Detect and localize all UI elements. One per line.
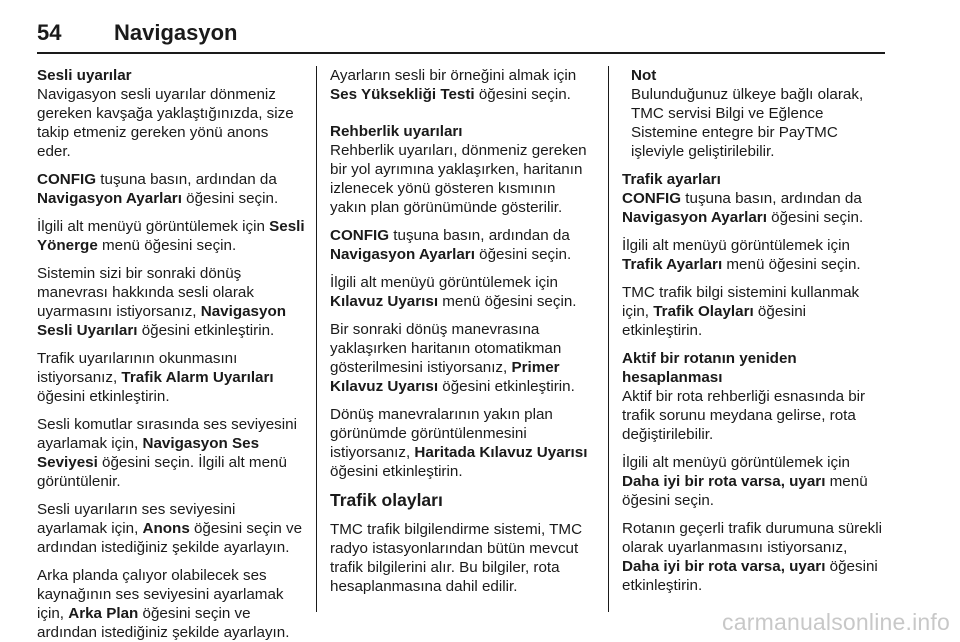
paragraph: Bir sonraki dönüş manevrasına yaklaşırken haritanın otomatikman gösterilmesini istiyorsanız, Primer Kılavuz Uyarısı öğesini etkinleştirin.: [330, 321, 575, 395]
column-3: [622, 66, 888, 595]
paragraph: TMC trafik bilgi sistemini kullanmak için, Trafik Olayları öğesini etkinleştirin.: [622, 284, 860, 339]
paragraph: Trafik uyarılarının okunmasını istiyorsanız, Trafik Alarm Uyarıları öğesini etkinleştirin.: [37, 350, 274, 405]
page-header: [37, 20, 885, 50]
note-box: [622, 66, 888, 161]
section-heading-aktif-rota: Aktif bir rotanın yeniden hesaplanması: [622, 350, 797, 386]
paragraph: İlgili alt menüyü görüntülemek için Trafik Ayarları menü öğesini seçin.: [622, 237, 861, 273]
section-heading-rehberlik: Rehberlik uyarıları: [330, 123, 463, 140]
paragraph: Sesli uyarıların ses seviyesini ayarlamak için, Anons öğesini seçin ve ardından istediğiniz şekilde ayarlayın.: [37, 501, 303, 556]
column-divider-1: [316, 66, 317, 612]
watermark: carmanualsonline.info: [722, 609, 950, 635]
paragraph: Rotanın geçerli trafik durumuna sürekli olarak uyarlanmasını istiyorsanız, Daha iyi bir rota varsa, uyarı öğesini etkinleştirin.: [622, 520, 882, 594]
column-1: [37, 66, 305, 642]
paragraph: Arka planda çalıyor olabilecek ses kaynağının ses seviyesini ayarlamak için, Arka Plan öğesini seçin ve ardından istediğiniz şekilde ayarlayın.: [37, 567, 290, 641]
paragraph: Aktif bir rota rehberliği esnasında bir trafik sorunu meydana gelirse, rota değiştirilebilir.: [622, 388, 866, 443]
note-title: Not: [631, 67, 657, 84]
paragraph: İlgili alt menüyü görüntülemek için Kılavuz Uyarısı menü öğesini seçin.: [330, 274, 577, 310]
section-heading-trafik-ayarlari: Trafik ayarları: [622, 171, 721, 188]
section-heading-sesli-uyarilar: Sesli uyarılar: [37, 67, 132, 84]
paragraph: İlgili alt menüyü görüntülemek için Daha iyi bir rota varsa, uyarı menü öğesini seçin.: [622, 454, 868, 509]
paragraph: TMC trafik bilgilendirme sistemi, TMC radyo istasyonlarından bütün mevcut trafik bilgilerini alır. Bu bilgiler, rota hesaplanmasına dahil edilir.: [330, 521, 583, 595]
column-divider-2: [608, 66, 609, 612]
paragraph: CONFIG tuşuna basın, ardından da Navigasyon Ayarları öğesini seçin.: [37, 171, 279, 207]
section-heading-trafik-olaylari: Trafik olayları: [330, 490, 443, 510]
page-number: 54: [37, 20, 62, 45]
paragraph: Dönüş manevralarının yakın plan görünümde görüntülenmesini istiyorsanız, Haritada Kılavuz Uyarısı öğesini etkinleştirin.: [330, 406, 588, 480]
paragraph: Sistemin sizi bir sonraki dönüş manevrası hakkında sesli olarak uyarmasını istiyorsanız, Navigasyon Sesli Uyarıları öğesini etkinleştirin.: [37, 265, 287, 339]
paragraph: Navigasyon sesli uyarılar dönmeniz gereken kavşağa yaklaştığınızda, size takip etmeniz gereken yönü anons eder.: [37, 86, 294, 160]
paragraph: Ayarların sesli bir örneğini almak için Ses Yüksekliği Testi öğesini seçin.: [330, 67, 577, 103]
paragraph: Sesli komutlar sırasında ses seviyesini ayarlamak için, Navigasyon Ses Seviyesi öğesini seçin. İlgili alt menü görüntülenir.: [37, 416, 297, 490]
paragraph: CONFIG tuşuna basın, ardından da Navigasyon Ayarları öğesini seçin.: [622, 190, 864, 226]
paragraph: CONFIG tuşuna basın, ardından da Navigasyon Ayarları öğesini seçin.: [330, 227, 572, 263]
header-rule: [37, 52, 885, 54]
column-2: [330, 66, 595, 596]
paragraph: İlgili alt menüyü görüntülemek için Sesli Yönerge menü öğesini seçin.: [37, 218, 305, 254]
note-text: Bulunduğunuz ülkeye bağlı olarak, TMC servisi Bilgi ve Eğlence Sistemine entegre bir PayTMC işleviyle geliştirilebilir.: [631, 86, 864, 160]
paragraph: Rehberlik uyarıları, dönmeniz gereken bir yol ayrımına yaklaşırken, haritanın izlenecek yönü gösteren kısmının yakın plan görünümünde gösterilir.: [330, 142, 587, 216]
page-title: Navigasyon: [114, 20, 238, 45]
